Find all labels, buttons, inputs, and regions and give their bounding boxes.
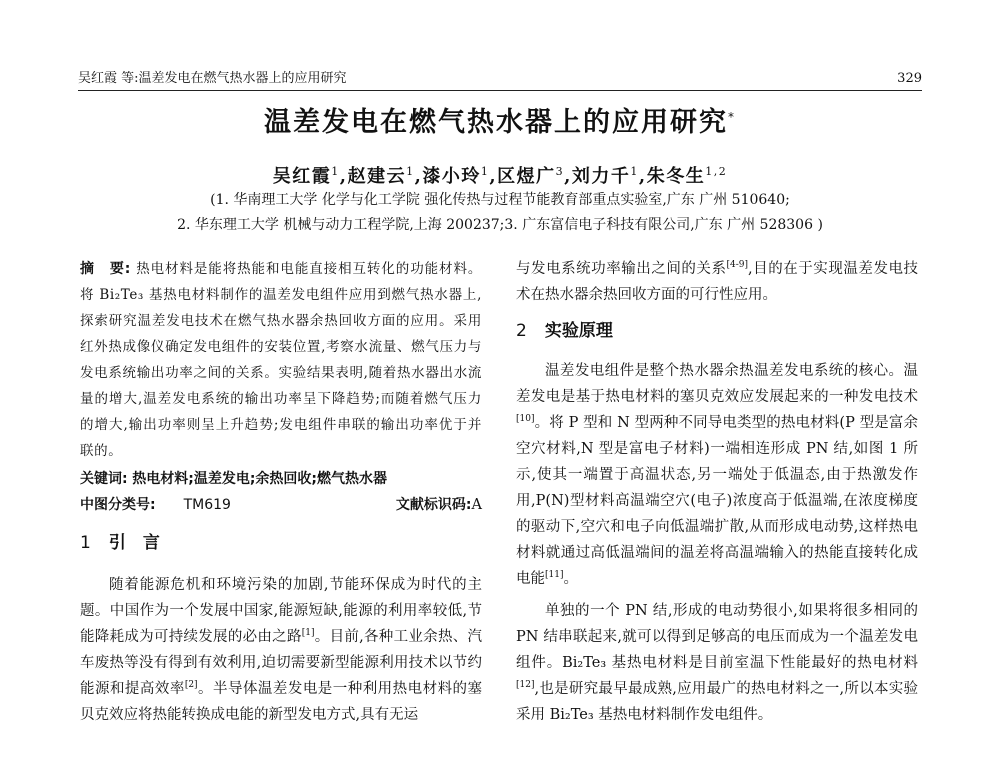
- paper-title: [0, 97, 1000, 143]
- affiliation-line-2: 2. 华东理工大学 机械与动力工程学院,上海 200237;3. 广东富信电子科技有限公司,广东 广州 528306 ): [177, 217, 823, 233]
- clc-code: TM619: [183, 497, 231, 513]
- citation: [1]: [301, 628, 315, 639]
- section-title: 实验原理: [544, 321, 613, 341]
- classification-row: [80, 492, 482, 518]
- citation: [10]: [516, 414, 535, 425]
- paper-title-text: 温差发电在燃气热水器上的应用研究: [264, 107, 728, 138]
- section-number: 1: [80, 533, 91, 553]
- doc-code: A: [471, 497, 482, 513]
- page-number: 329: [897, 71, 922, 86]
- abstract: [80, 256, 482, 464]
- clc-label: 中图分类号:: [80, 497, 156, 513]
- section-number: 2: [516, 321, 527, 341]
- title-footnote-mark: *: [728, 110, 736, 124]
- running-head: [78, 71, 922, 87]
- abstract-label: 摘 要:: [80, 261, 131, 277]
- author: 赵建云$^1$,: [347, 165, 423, 187]
- intro-paragraph: 随着能源危机和环境污染的加剧,节能环保成为时代的主题。中国作为一个发展中国家,能源短缺,能源的利用率较低,节能降耗成为可持续发展的必由之路[1]。目前,各种工业余热、汽车废热等没有得到有效利用,迫切需要新型能源利用技术以节约能源和提高效率[2]。半导体温差发电是一种利用热电材料的塞贝克效应将热能转换成电能的新型发电方式,具有无运: [80, 577, 483, 723]
- section-2-heading: [516, 318, 918, 344]
- principle-paragraph-2: 单独的一个 PN 结,形成的电动势很小,如果将很多相同的 PN 结串联起来,就可以得到足够高的电压而成为一个温差发电组件。Bi₂Te₃ 基热电材料是目前室温下性能最好的热电材料[12],也是研究最早最成熟,应用最广的热电材料之一,所以本实验采用 Bi₂Te₃ 基热电材料制作发电组件。: [516, 603, 918, 723]
- abstract-text: 热电材料是能将热能和电能直接相互转化的功能材料。将 Bi₂Te₃ 基热电材料制作的温差发电组件应用到燃气热水器上,探索研究温差发电技术在燃气热水器余热回收方面的应用。采用红外热成像仪确定发电组件的安装位置,考察水流量、燃气压力与发电系统输出功率之间的关系。实验结果表明,随着热水器出水流量的增大,温差发电系统的输出功率呈下降趋势;而随着燃气压力的增大,输出功率则呈上升趋势;发电组件串联的输出功率优于并联的。: [80, 261, 482, 459]
- author-list: [0, 159, 1000, 190]
- citation: [4-9]: [726, 260, 749, 271]
- affiliation-line-1: (1. 华南理工大学 化学与化工学院 强化传热与过程节能教育部重点实验室,广东 广州 510640;: [210, 192, 790, 208]
- continued-paragraph: 与发电系统功率输出之间的关系[4-9],目的在于实现温差发电技术在热水器余热回收方面的可行性应用。: [516, 260, 919, 303]
- keywords-label: 关键词:: [80, 471, 128, 487]
- doc-code-label: 文献标识码:: [395, 497, 472, 513]
- keywords: [80, 466, 482, 492]
- author: 朱冬生$^{1,2}$: [646, 165, 728, 187]
- keywords-value: 热电材料;温差发电;余热回收;燃气热水器: [132, 471, 388, 487]
- citation: [11]: [545, 570, 564, 581]
- right-column: [516, 256, 918, 734]
- section-title: 引 言: [108, 533, 160, 553]
- running-head-authors-title: 吴红霞 等:温差发电在燃气热水器上的应用研究: [78, 71, 347, 86]
- author: 吴红霞$^1$,: [272, 165, 348, 187]
- citation: [12]: [516, 680, 535, 691]
- citation: [2]: [184, 680, 198, 691]
- author: 刘力千$^1$,: [571, 165, 647, 187]
- header-rule: [78, 90, 922, 91]
- principle-paragraph-1: 温差发电组件是整个热水器余热温差发电系统的核心。温差发电是基于热电材料的塞贝克效应发展起来的一种发电技术[10]。将 P 型和 N 型两种不同导电类型的热电材料(P 型是富余空穴材料,N 型是富电子材料)一端相连形成 PN 结,如图 1 所示,使其一端置于高温状态,另一端处于低温态,由于热激发作用,P(N)型材料高温端空穴(电子)浓度高于低温端,在浓度梯度的驱动下,空穴和电子向低温端扩散,从而形成电动势,这样热电材料就通过高低温端间的温差将高温端输入的热能直接转化成电能[11]。: [516, 363, 918, 587]
- left-column: [80, 256, 482, 734]
- author: 区煜广$^3$,: [497, 165, 572, 187]
- author: 漆小玲$^1$,: [422, 165, 498, 187]
- section-1-heading: [80, 530, 482, 556]
